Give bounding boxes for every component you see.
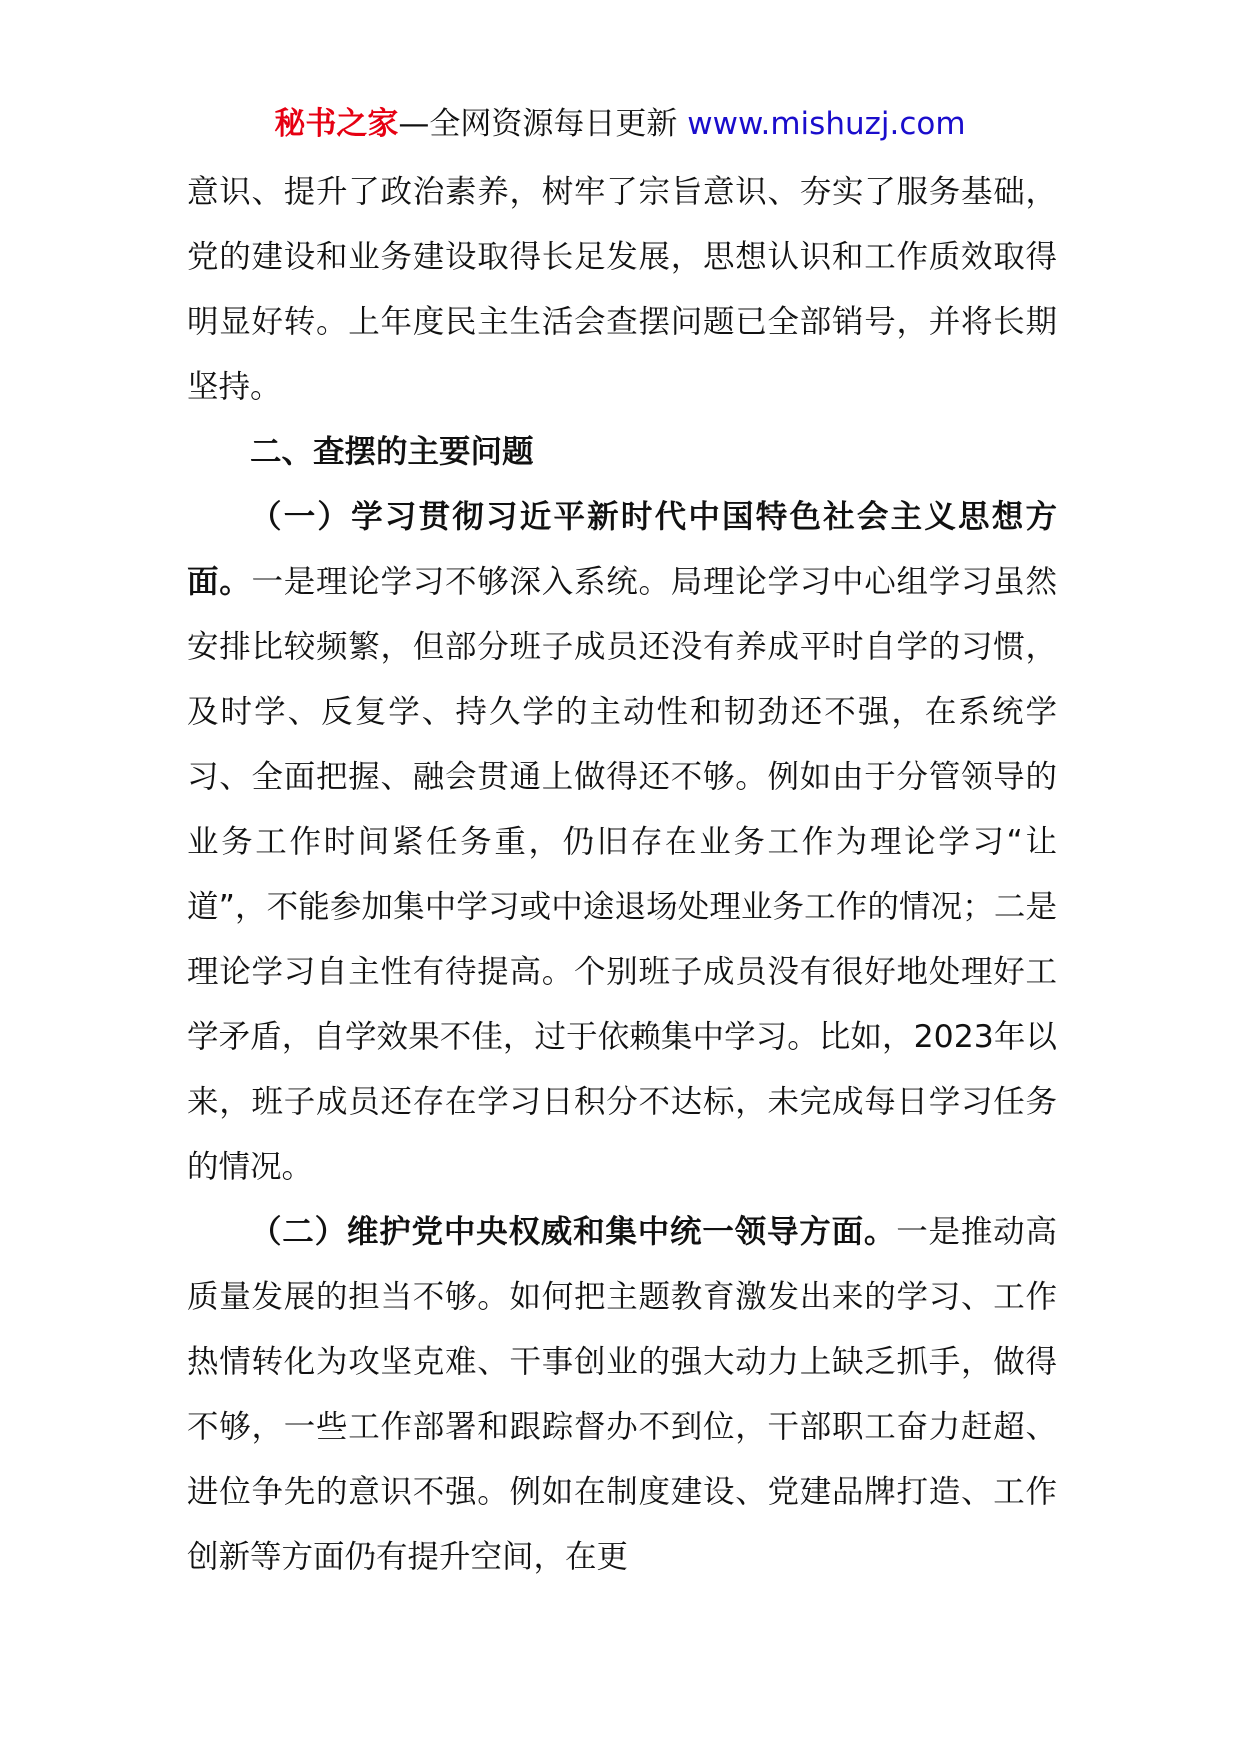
paragraph-subsection-1: [187, 485, 1057, 1200]
paragraph-continuation: 意识、提升了政治素养，树牢了宗旨意识、夯实了服务基础，党的建设和业务建设取得长足发展，思想认识和工作质效取得明显好转。上年度民主生活会查摆问题已全部销号，并将长期坚持。: [187, 174, 1057, 405]
site-tagline: —全网资源每日更新: [398, 106, 678, 142]
site-header: [0, 104, 1240, 144]
subsection-1-body: 一是理论学习不够深入系统。局理论学习中心组学习虽然安排比较频繁，但部分班子成员还没有养成平时自学的习惯，及时学、反复学、持久学的主动性和韧劲还不强，在系统学习、全面把握、融会贯通上做得还不够。例如由于分管领导的业务工作时间紧任务重，仍旧存在业务工作为理论学习“让道”，不能参加集中学习或中途退场处理业务工作的情况；二是理论学习自主性有待提高。个别班子成员没有很好地处理好工学矛盾，自学效果不佳，过于依赖集中学习。比如，2023年以来，班子成员还存在学习日积分不达标，未完成每日学习任务的情况。: [187, 564, 1057, 1185]
subsection-1-title: （一）学习贯彻习近平新时代中国特色社会主义思想方面。: [187, 499, 1057, 600]
site-url-link[interactable]: www.mishuzj.com: [687, 106, 966, 142]
site-brand: 秘书之家: [274, 106, 399, 142]
document-body: [187, 160, 1057, 1590]
subsection-2-body: 一是推动高质量发展的担当不够。如何把主题教育激发出来的学习、工作热情转化为攻坚克难、干事创业的强大动力上缺乏抓手，做得不够，一些工作部署和跟踪督办不到位，干部职工奋力赶超、进位争先的意识不强。例如在制度建设、党建品牌打造、工作创新等方面仍有提升空间，在更: [187, 1214, 1057, 1575]
paragraph-subsection-2: [187, 1200, 1057, 1590]
subsection-2-title: （二）维护党中央权威和集中统一领导方面。: [250, 1214, 897, 1250]
section-heading-main-problems: 二、查摆的主要问题: [250, 434, 534, 470]
